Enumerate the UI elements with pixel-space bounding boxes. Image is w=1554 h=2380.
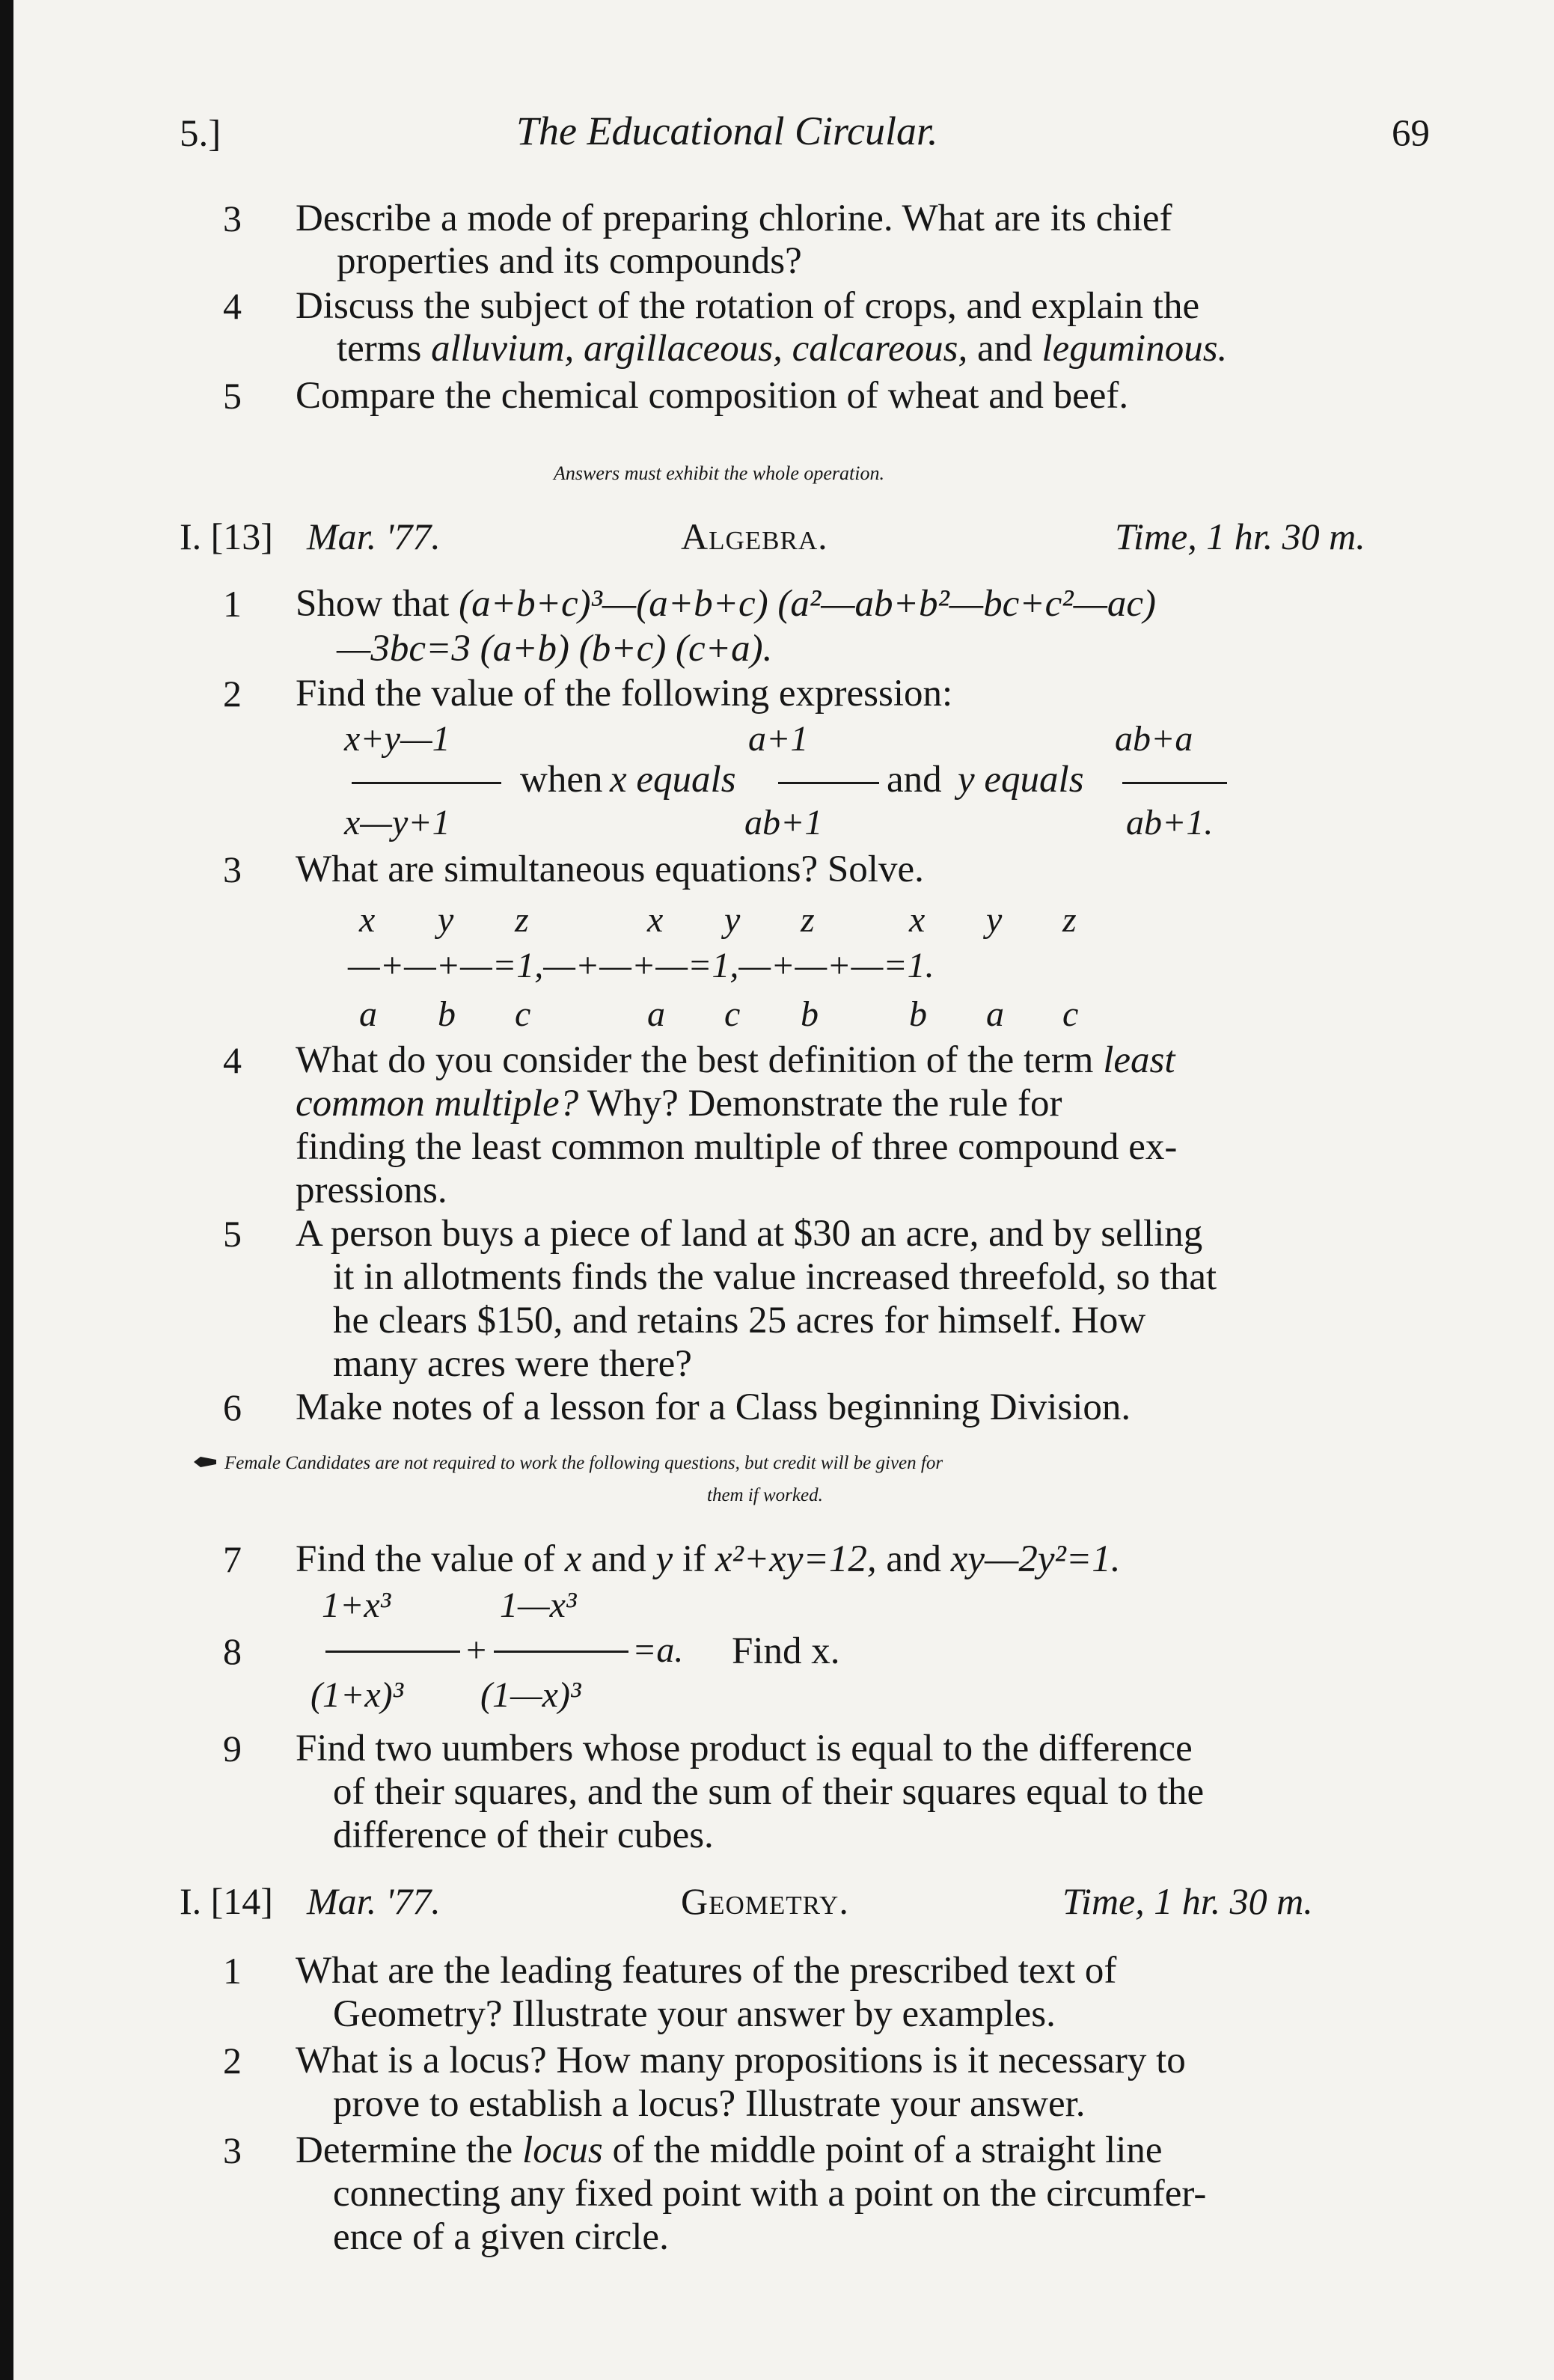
- text-fragment: and: [967, 328, 1042, 370]
- question-text: prove to establish a locus? Illustrate your answer.: [333, 2083, 1086, 2125]
- fraction-denominator: (1+x)³: [311, 1675, 404, 1715]
- question-text: Find the value of the following expression:: [296, 673, 953, 715]
- text-fragment: Find the value of: [296, 1538, 565, 1580]
- text-fragment: and: [876, 1538, 951, 1580]
- question-number: 2: [223, 2040, 242, 2081]
- question-text: What are simultaneous equations? Solve.: [296, 848, 924, 890]
- math-variable: y: [655, 1538, 673, 1580]
- italic-terms: alluvium, argillaceous, calcareous,: [431, 328, 968, 370]
- equation-bottom: a: [986, 994, 1004, 1034]
- equation-bottom: c: [515, 994, 531, 1034]
- question-text: [296, 1082, 1062, 1125]
- equation-bottom: a: [647, 994, 665, 1034]
- fraction-numerator: ab+a: [1115, 719, 1193, 759]
- question-number: 1: [223, 583, 242, 625]
- question-number: 3: [223, 2129, 242, 2171]
- equation-bottom: b: [438, 994, 456, 1034]
- question-text: A person buys a piece of land at $30 an acre, and by selling: [296, 1213, 1203, 1255]
- section-marker: 5.]: [180, 113, 221, 155]
- equation-bottom: a: [359, 994, 377, 1034]
- question-text: many acres were there?: [333, 1343, 692, 1385]
- question-text: [337, 327, 1227, 370]
- section-time: Time, 1 hr. 30 m.: [1062, 1880, 1313, 1922]
- equals-expression: =a.: [632, 1630, 684, 1670]
- equation-top: x: [359, 900, 376, 940]
- math-expression: —3bc=3 (a+b) (b+c) (c+a).: [337, 628, 773, 670]
- question-text: Discuss the subject of the rotation of crops, and explain the: [296, 285, 1200, 327]
- fraction-denominator: x—y+1: [344, 803, 450, 842]
- text-fragment: y equals: [958, 759, 1084, 801]
- equation-top: z: [1062, 900, 1077, 940]
- italic-term: leguminous.: [1041, 328, 1228, 370]
- equation-top: y: [724, 900, 741, 940]
- answers-note: Answers must exhibit the whole operation.: [554, 462, 884, 484]
- text-fragment: when: [520, 759, 603, 801]
- question-text: connecting any fixed point with a point on the circumfer-: [333, 2173, 1207, 2215]
- fraction-bar: [1122, 782, 1227, 784]
- question-number: 9: [223, 1728, 242, 1769]
- question-text: [296, 1538, 1120, 1581]
- question-text: he clears $150, and retains 25 acres for himself. How: [333, 1300, 1146, 1342]
- math-expression: x²+xy=12,: [715, 1538, 877, 1580]
- math-variable: x: [564, 1538, 582, 1580]
- italic-term: locus: [522, 2129, 603, 2171]
- italic-term: least: [1103, 1039, 1175, 1081]
- question-text: Describe a mode of preparing chlorine. What are its chief: [296, 198, 1172, 239]
- section-date: Mar. '77.: [307, 1880, 441, 1922]
- question-text: Geometry? Illustrate your answer by examples.: [333, 1993, 1056, 2035]
- fraction-numerator: 1+x³: [322, 1585, 391, 1625]
- question-text: properties and its compounds?: [337, 240, 802, 282]
- question-number: 4: [223, 285, 242, 327]
- equation-bottom: b: [909, 994, 927, 1034]
- equation-top: z: [515, 900, 529, 940]
- fraction-denominator: ab+1: [744, 803, 823, 842]
- plus-sign: +: [464, 1630, 489, 1670]
- equation-middle: —+—+—=1,—+—+—=1,—+—+—=1.: [348, 946, 934, 985]
- section-code: I. [13]: [180, 516, 273, 557]
- question-text: What is a locus? How many propositions is it necessary to: [296, 2040, 1186, 2081]
- equation-bottom: b: [801, 994, 819, 1034]
- question-number: 5: [223, 1213, 242, 1255]
- section-time: Time, 1 hr. 30 m.: [1115, 516, 1365, 557]
- page-number: 69: [1392, 113, 1430, 155]
- equation-bottom: c: [1062, 994, 1079, 1034]
- math-expression: (a+b+c)³—(a+b+c) (a²—ab+b²—bc+c²—ac): [459, 583, 1157, 625]
- text-fragment: Show that: [296, 583, 459, 625]
- section-code: I. [14]: [180, 1880, 273, 1922]
- fraction-numerator: x+y—1: [344, 719, 450, 759]
- math-expression: xy—2y²=1.: [950, 1538, 1121, 1580]
- equation-top: y: [438, 900, 454, 940]
- question-number: 5: [223, 375, 242, 417]
- question-text: of their squares, and the sum of their squares equal to the: [333, 1771, 1205, 1813]
- fraction-denominator: ab+1.: [1126, 803, 1214, 842]
- question-text: [296, 2129, 1163, 2172]
- text-fragment: of the middle point of a straight line: [602, 2129, 1163, 2171]
- text-fragment: x equals: [610, 759, 736, 801]
- question-number: 4: [223, 1039, 242, 1081]
- text-fragment: Determine the: [296, 2129, 523, 2171]
- fraction-numerator: 1—x³: [500, 1585, 577, 1625]
- equation-bottom: c: [724, 994, 741, 1034]
- female-candidates-note: Female Candidates are not required to work the following questions, but credit will be given for: [224, 1453, 943, 1473]
- fraction-numerator: a+1: [748, 719, 809, 759]
- question-text: [296, 582, 1156, 625]
- question-text: it in allotments finds the value increased threefold, so that: [333, 1256, 1217, 1298]
- question-number: 3: [223, 848, 242, 890]
- section-title: Geometry.: [681, 1880, 849, 1922]
- fraction-bar: [778, 782, 879, 784]
- text-fragment: and: [581, 1538, 656, 1580]
- section-date: Mar. '77.: [307, 516, 441, 557]
- question-text: What are the leading features of the prescribed text of: [296, 1950, 1117, 1992]
- fraction-denominator: (1—x)³: [480, 1675, 581, 1715]
- section-title: Algebra.: [681, 516, 828, 557]
- question-text: Make notes of a lesson for a Class beginning Division.: [296, 1386, 1131, 1428]
- female-candidates-note: them if worked.: [707, 1485, 823, 1505]
- question-text: finding the least common multiple of three compound ex-: [296, 1126, 1178, 1168]
- text-fragment: Why? Demonstrate the rule for: [578, 1083, 1062, 1125]
- question-number: 8: [223, 1630, 242, 1672]
- question-text: ence of a given circle.: [333, 2216, 669, 2258]
- italic-term: common multiple?: [296, 1083, 579, 1125]
- text-fragment: and: [887, 759, 942, 801]
- running-title: The Educational Circular.: [516, 108, 938, 153]
- text-fragment: if: [673, 1538, 715, 1580]
- equation-top: x: [909, 900, 926, 940]
- fraction-bar: [325, 1651, 460, 1653]
- equation-top: x: [647, 900, 664, 940]
- pointing-hand-icon: [193, 1455, 218, 1469]
- question-text: [296, 1038, 1175, 1082]
- fraction-bar: [352, 782, 501, 784]
- text-fragment: terms: [337, 328, 432, 370]
- question-text: Find x.: [732, 1630, 840, 1672]
- question-number: 3: [223, 198, 242, 239]
- question-text: difference of their cubes.: [333, 1814, 714, 1856]
- equation-top: y: [986, 900, 1003, 940]
- question-number: 6: [223, 1386, 242, 1428]
- question-number: 7: [223, 1538, 242, 1580]
- question-number: 1: [223, 1950, 242, 1992]
- question-text: pressions.: [296, 1169, 447, 1211]
- question-text: Compare the chemical composition of wheat and beef.: [296, 375, 1129, 417]
- equation-top: z: [801, 900, 815, 940]
- question-number: 2: [223, 673, 242, 715]
- question-text: Find two uumbers whose product is equal to the difference: [296, 1728, 1193, 1769]
- fraction-bar: [494, 1651, 628, 1653]
- text-fragment: What do you consider the best definition of the term: [296, 1039, 1104, 1081]
